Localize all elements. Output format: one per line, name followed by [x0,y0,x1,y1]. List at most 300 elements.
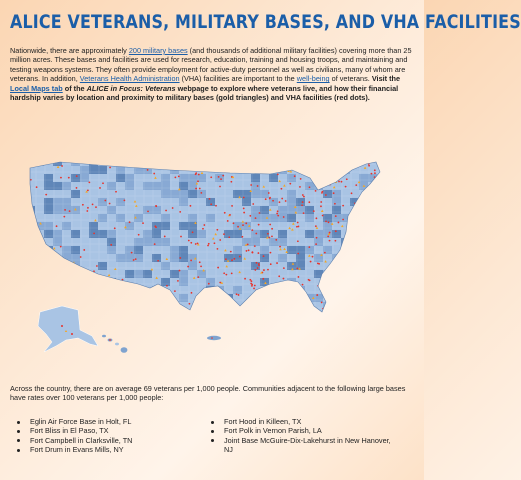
vha-facility-marker [210,176,212,178]
vha-facility-marker [270,302,272,304]
vha-facility-marker [363,252,365,254]
vha-facility-marker [155,205,157,207]
vha-facility-marker [231,273,233,275]
vha-facility-marker [314,179,316,181]
vha-facility-marker [224,212,226,214]
county-tile [44,278,53,286]
vha-facility-marker [132,311,134,313]
county-tile [197,302,206,310]
vha-facility-marker [135,258,137,260]
list-item: Fort Campbell in Clarksville, TN [10,436,204,445]
county-tile [26,286,35,294]
vha-facility-marker [352,271,354,273]
vha-facility-marker [275,239,277,241]
bases-list-right [204,417,398,455]
vha-facility-marker [357,230,359,232]
local-maps-link[interactable]: Local Maps tab [10,83,63,93]
vha-facility-marker [47,257,49,259]
vha-facility-marker [76,187,78,189]
vha-facility-marker [297,240,299,242]
vha-facility-marker [355,184,357,186]
vha-facility-marker [354,281,356,283]
vha-facility-marker [195,188,197,190]
military-base-marker [27,306,30,308]
vha-facility-marker [45,194,47,196]
vha-facility-marker [154,243,156,245]
military-base-marker [32,275,35,277]
county-tile [80,294,89,302]
vha-facility-marker [191,292,193,294]
vha-facility-marker [377,299,379,301]
bases-list [10,417,414,455]
vha-facility-marker [115,191,117,193]
county-tile [26,270,35,278]
vha-facility-marker [260,164,262,166]
county-tile [278,286,287,294]
vha-facility-marker [268,192,270,194]
vha-facility-marker [214,309,216,311]
vha-facility-marker [69,210,71,212]
vha-facility-marker [200,192,202,194]
military-base-marker [147,301,150,303]
vha-facility-marker [243,212,245,214]
county-tile [53,270,62,278]
military-base-marker [121,307,124,309]
vha-facility-marker [372,191,374,193]
vha-facility-marker [330,169,332,171]
county-tile [269,286,278,294]
vha-facility-marker [315,225,317,227]
vha-facility-marker [361,273,363,275]
vha-facility-marker [285,200,287,202]
vha-facility-marker [344,172,346,174]
vha-facility-marker [349,264,351,266]
vha-facility-marker [217,248,219,250]
vha-facility-marker [334,294,336,296]
military-base-marker [341,257,344,259]
county-tile [377,182,386,190]
vha-facility-marker [60,246,62,248]
vha-facility-marker [302,284,304,286]
vha-facility-marker [346,308,348,310]
military-base-marker [367,190,370,192]
military-base-marker [357,304,360,306]
county-tile [377,294,386,302]
vha-facility-marker [270,263,272,265]
county-tile [143,302,152,310]
vha-facility-marker [209,198,211,200]
vha-facility-marker [217,267,219,269]
vha-facility-marker [244,278,246,280]
county-tile [233,166,242,174]
vha-facility-marker [371,189,373,191]
vha-facility-marker [295,284,297,286]
vha-facility-marker [122,304,124,306]
county-tile [359,198,368,206]
county-tile [116,302,125,310]
county-tile [35,158,44,166]
vha-facility-marker [237,226,239,228]
vha-facility-marker [367,191,369,193]
vha-facility-marker [87,207,89,209]
vha-facility-marker [379,188,381,190]
vha-facility-marker [101,297,103,299]
vha-facility-marker [315,243,317,245]
county-tile [350,222,359,230]
vha-facility-marker [347,229,349,231]
vha-facility-marker [257,185,259,187]
vha-facility-marker [348,302,350,304]
county-tile [98,278,107,286]
vha-facility-marker [313,308,315,310]
county-tile [269,158,278,166]
county-tile [44,270,53,278]
county-tile [125,294,134,302]
vha-facility-marker [325,277,327,279]
county-tile [161,294,170,302]
vha-facility-marker [344,298,346,300]
vha-facility-marker [231,259,233,261]
vha-facility-marker [68,177,70,179]
vha-facility-marker [230,181,232,183]
vha-link[interactable]: Veterans Health Administration [79,74,180,84]
vha-facility-marker [289,183,291,185]
vha-facility-marker [334,203,336,205]
vha-facility-marker [245,222,247,224]
vha-facility-marker [283,216,285,218]
county-tile [143,294,152,302]
vha-facility-marker [208,291,210,293]
vha-facility-marker [129,306,131,308]
county-tile [188,158,197,166]
military-base-marker [351,212,354,214]
vha-facility-marker [87,189,89,191]
vha-facility-marker [316,237,318,239]
military-base-marker [273,171,276,173]
county-tile [323,278,332,286]
vha-facility-marker [82,295,84,297]
vha-facility-marker [322,215,324,217]
vha-facility-marker [278,275,280,277]
vha-facility-marker [41,261,43,263]
vha-facility-marker [331,263,333,265]
vha-facility-marker [333,192,335,194]
vha-facility-marker [230,251,232,253]
vha-facility-marker [197,243,199,245]
vha-facility-marker [301,204,303,206]
vha-facility-marker [219,282,221,284]
county-tile [323,310,332,318]
county-tile [350,238,359,246]
vha-facility-marker [267,233,269,235]
vha-facility-marker [337,176,339,178]
vha-facility-marker [202,299,204,301]
vha-facility-marker [332,308,334,310]
vha-facility-marker [124,199,126,201]
vha-facility-marker [243,197,245,199]
vha-facility-marker [38,298,40,300]
county-tile [71,270,80,278]
vha-facility-marker [346,178,348,180]
vha-facility-marker [337,278,339,280]
vha-facility-marker [256,309,258,311]
vha-facility-marker [164,236,166,238]
vha-facility-marker [102,182,104,184]
vha-facility-marker [345,248,347,250]
county-tile [350,270,359,278]
vha-facility-marker [30,278,32,280]
vha-facility-marker [354,299,356,301]
vha-facility-marker [174,290,176,292]
vha-facility-marker [344,279,346,281]
vha-facility-marker [373,160,375,162]
vha-facility-marker [215,205,217,207]
vha-facility-marker [338,181,340,183]
vha-facility-marker [325,221,327,223]
vha-facility-marker [128,308,130,310]
vha-facility-marker [250,283,252,285]
vha-facility-marker [233,222,235,224]
vha-facility-marker [283,267,285,269]
vha-facility-marker [200,265,202,267]
vha-facility-marker [82,204,84,206]
vha-facility-marker [321,302,323,304]
military-base-marker [281,298,284,300]
vha-facility-marker [190,205,192,207]
vha-facility-marker [321,192,323,194]
vha-facility-marker [258,263,260,265]
vha-facility-marker [92,203,94,205]
county-tile [278,294,287,302]
vha-facility-marker [296,226,298,228]
vha-facility-marker [252,162,254,164]
vha-facility-marker [252,203,254,205]
vha-facility-marker [200,164,202,166]
vha-facility-marker [281,198,283,200]
vha-facility-marker [96,265,98,267]
county-tile [296,158,305,166]
vha-facility-marker [375,282,377,284]
vha-facility-marker [324,252,326,254]
vha-facility-marker [92,290,94,292]
vha-facility-marker [328,221,330,223]
vha-facility-marker [337,288,339,290]
vha-facility-marker [109,203,111,205]
vha-facility-marker [64,283,66,285]
vha-facility-marker [225,274,227,276]
county-tile [377,198,386,206]
vha-facility-marker [344,271,346,273]
county-tile [350,310,359,318]
vha-facility-marker [188,240,190,242]
vha-facility-marker [297,222,299,224]
vha-facility-marker [195,173,197,175]
vha-facility-marker [297,253,299,255]
county-tile [341,278,350,286]
list-item: Joint Base McGuire-Dix-Lakehurst in New Hanover, NJ [204,436,398,455]
vha-facility-marker [133,259,135,261]
vha-facility-marker [372,229,374,231]
vha-facility-marker [278,298,280,300]
vha-facility-marker [179,257,181,259]
vha-facility-marker [255,233,257,235]
list-item: Fort Hood in Killeen, TX [204,417,398,426]
vha-facility-marker [60,177,62,179]
list-item: Fort Bliss in El Paso, TX [10,426,204,435]
vha-facility-marker [327,236,329,238]
vha-facility-marker [55,276,57,278]
vha-facility-marker [216,163,218,165]
county-tile [260,166,269,174]
county-tile [152,302,161,310]
county-tile [26,238,35,246]
county-tile [377,302,386,310]
vha-facility-marker [302,194,304,196]
vha-facility-marker [124,292,126,294]
vha-facility-marker [361,214,363,216]
vha-facility-marker [381,209,383,211]
vha-facility-marker [33,221,35,223]
military-base-marker [82,275,85,277]
county-tile [134,302,143,310]
vha-facility-marker [379,175,381,177]
military-base-marker [370,225,373,227]
vha-facility-marker [345,172,347,174]
vha-facility-marker [377,252,379,254]
vha-facility-marker [368,165,370,167]
military-base-marker [367,239,370,241]
vha-facility-marker [281,188,283,190]
military-base-marker [31,281,34,283]
vha-facility-marker [368,294,370,296]
vha-facility-marker [179,270,181,272]
military-base-marker [300,298,303,300]
vha-facility-marker [344,277,346,279]
vha-facility-marker [223,272,225,274]
vha-facility-marker [143,303,145,305]
military-base-marker [378,244,381,246]
intro-paragraph [10,46,414,102]
county-tile [161,302,170,310]
vha-facility-marker [339,284,341,286]
vha-facility-marker [298,226,300,228]
well-being-link[interactable]: well-being [296,74,330,84]
vha-facility-marker [114,227,116,229]
vha-facility-marker [318,263,320,265]
vha-facility-marker [303,196,305,198]
puerto-rico [207,336,221,340]
county-tile [287,302,296,310]
list-item: Fort Drum in Evans Mills, NY [10,445,204,454]
vha-facility-marker [320,205,322,207]
military-base-marker [294,309,297,311]
vha-facility-marker [236,293,238,295]
vha-facility-marker [310,261,312,263]
vha-facility-marker [366,292,368,294]
county-tile [377,278,386,286]
vha-facility-marker [88,181,90,183]
vha-facility-marker [315,190,317,192]
county-tile [296,310,305,318]
vha-facility-marker [129,221,131,223]
vha-facility-marker [308,246,310,248]
military-base-marker [378,274,381,276]
county-tile [332,270,341,278]
vha-facility-marker [96,298,98,300]
vha-facility-marker [279,169,281,171]
military-base-marker [372,232,375,234]
vha-facility-marker [329,232,331,234]
vha-facility-marker [219,186,221,188]
vha-facility-marker [255,301,257,303]
vha-facility-marker [86,210,88,212]
vha-facility-marker [277,210,279,212]
vha-facility-marker [374,169,376,171]
military-base-marker [371,277,374,279]
military-base-marker [355,310,358,312]
military-base-marker [296,165,299,167]
vha-facility-marker [265,198,267,200]
list-item: Eglin Air Force Base in Holt, FL [10,417,204,426]
vha-facility-marker [361,198,363,200]
vha-facility-marker [342,288,344,290]
vha-facility-marker [199,188,201,190]
vha-facility-marker [271,228,273,230]
vha-facility-marker [342,205,344,207]
vha-facility-marker [147,210,149,212]
vha-facility-marker [338,288,340,290]
vha-facility-marker [190,260,192,262]
vha-facility-marker [254,245,256,247]
vha-facility-marker [226,297,228,299]
military-base-marker [299,164,302,166]
military-base-marker [45,278,48,280]
vha-facility-marker [249,279,251,281]
military-base-marker [345,308,348,310]
vha-facility-marker [380,190,382,192]
vha-facility-marker [345,248,347,250]
vha-facility-marker [368,214,370,216]
military-bases-link[interactable]: 200 military bases [128,46,188,55]
vha-facility-marker [381,296,383,298]
county-tile [350,294,359,302]
vha-facility-marker [99,302,101,304]
vha-facility-marker [257,252,259,254]
vha-facility-marker [64,209,66,211]
alaska [38,306,98,352]
us-veterans-map [0,140,424,372]
county-tile [215,310,224,318]
vha-facility-marker [277,173,279,175]
cta-text-1: Visit the [371,74,401,84]
vha-facility-marker [197,180,199,182]
vha-facility-marker [229,214,231,216]
vha-facility-marker [270,252,272,254]
county-tile [44,286,53,294]
county-tile [350,278,359,286]
vha-facility-marker [349,163,351,165]
county-tile [368,190,377,198]
county-tile [287,310,296,318]
county-tile [323,158,332,166]
vha-facility-marker [253,288,255,290]
vha-facility-marker [337,273,339,275]
vha-facility-marker [296,268,298,270]
county-tile [197,310,206,318]
county-tile [278,310,287,318]
county-tile [368,238,377,246]
military-base-marker [378,207,381,209]
